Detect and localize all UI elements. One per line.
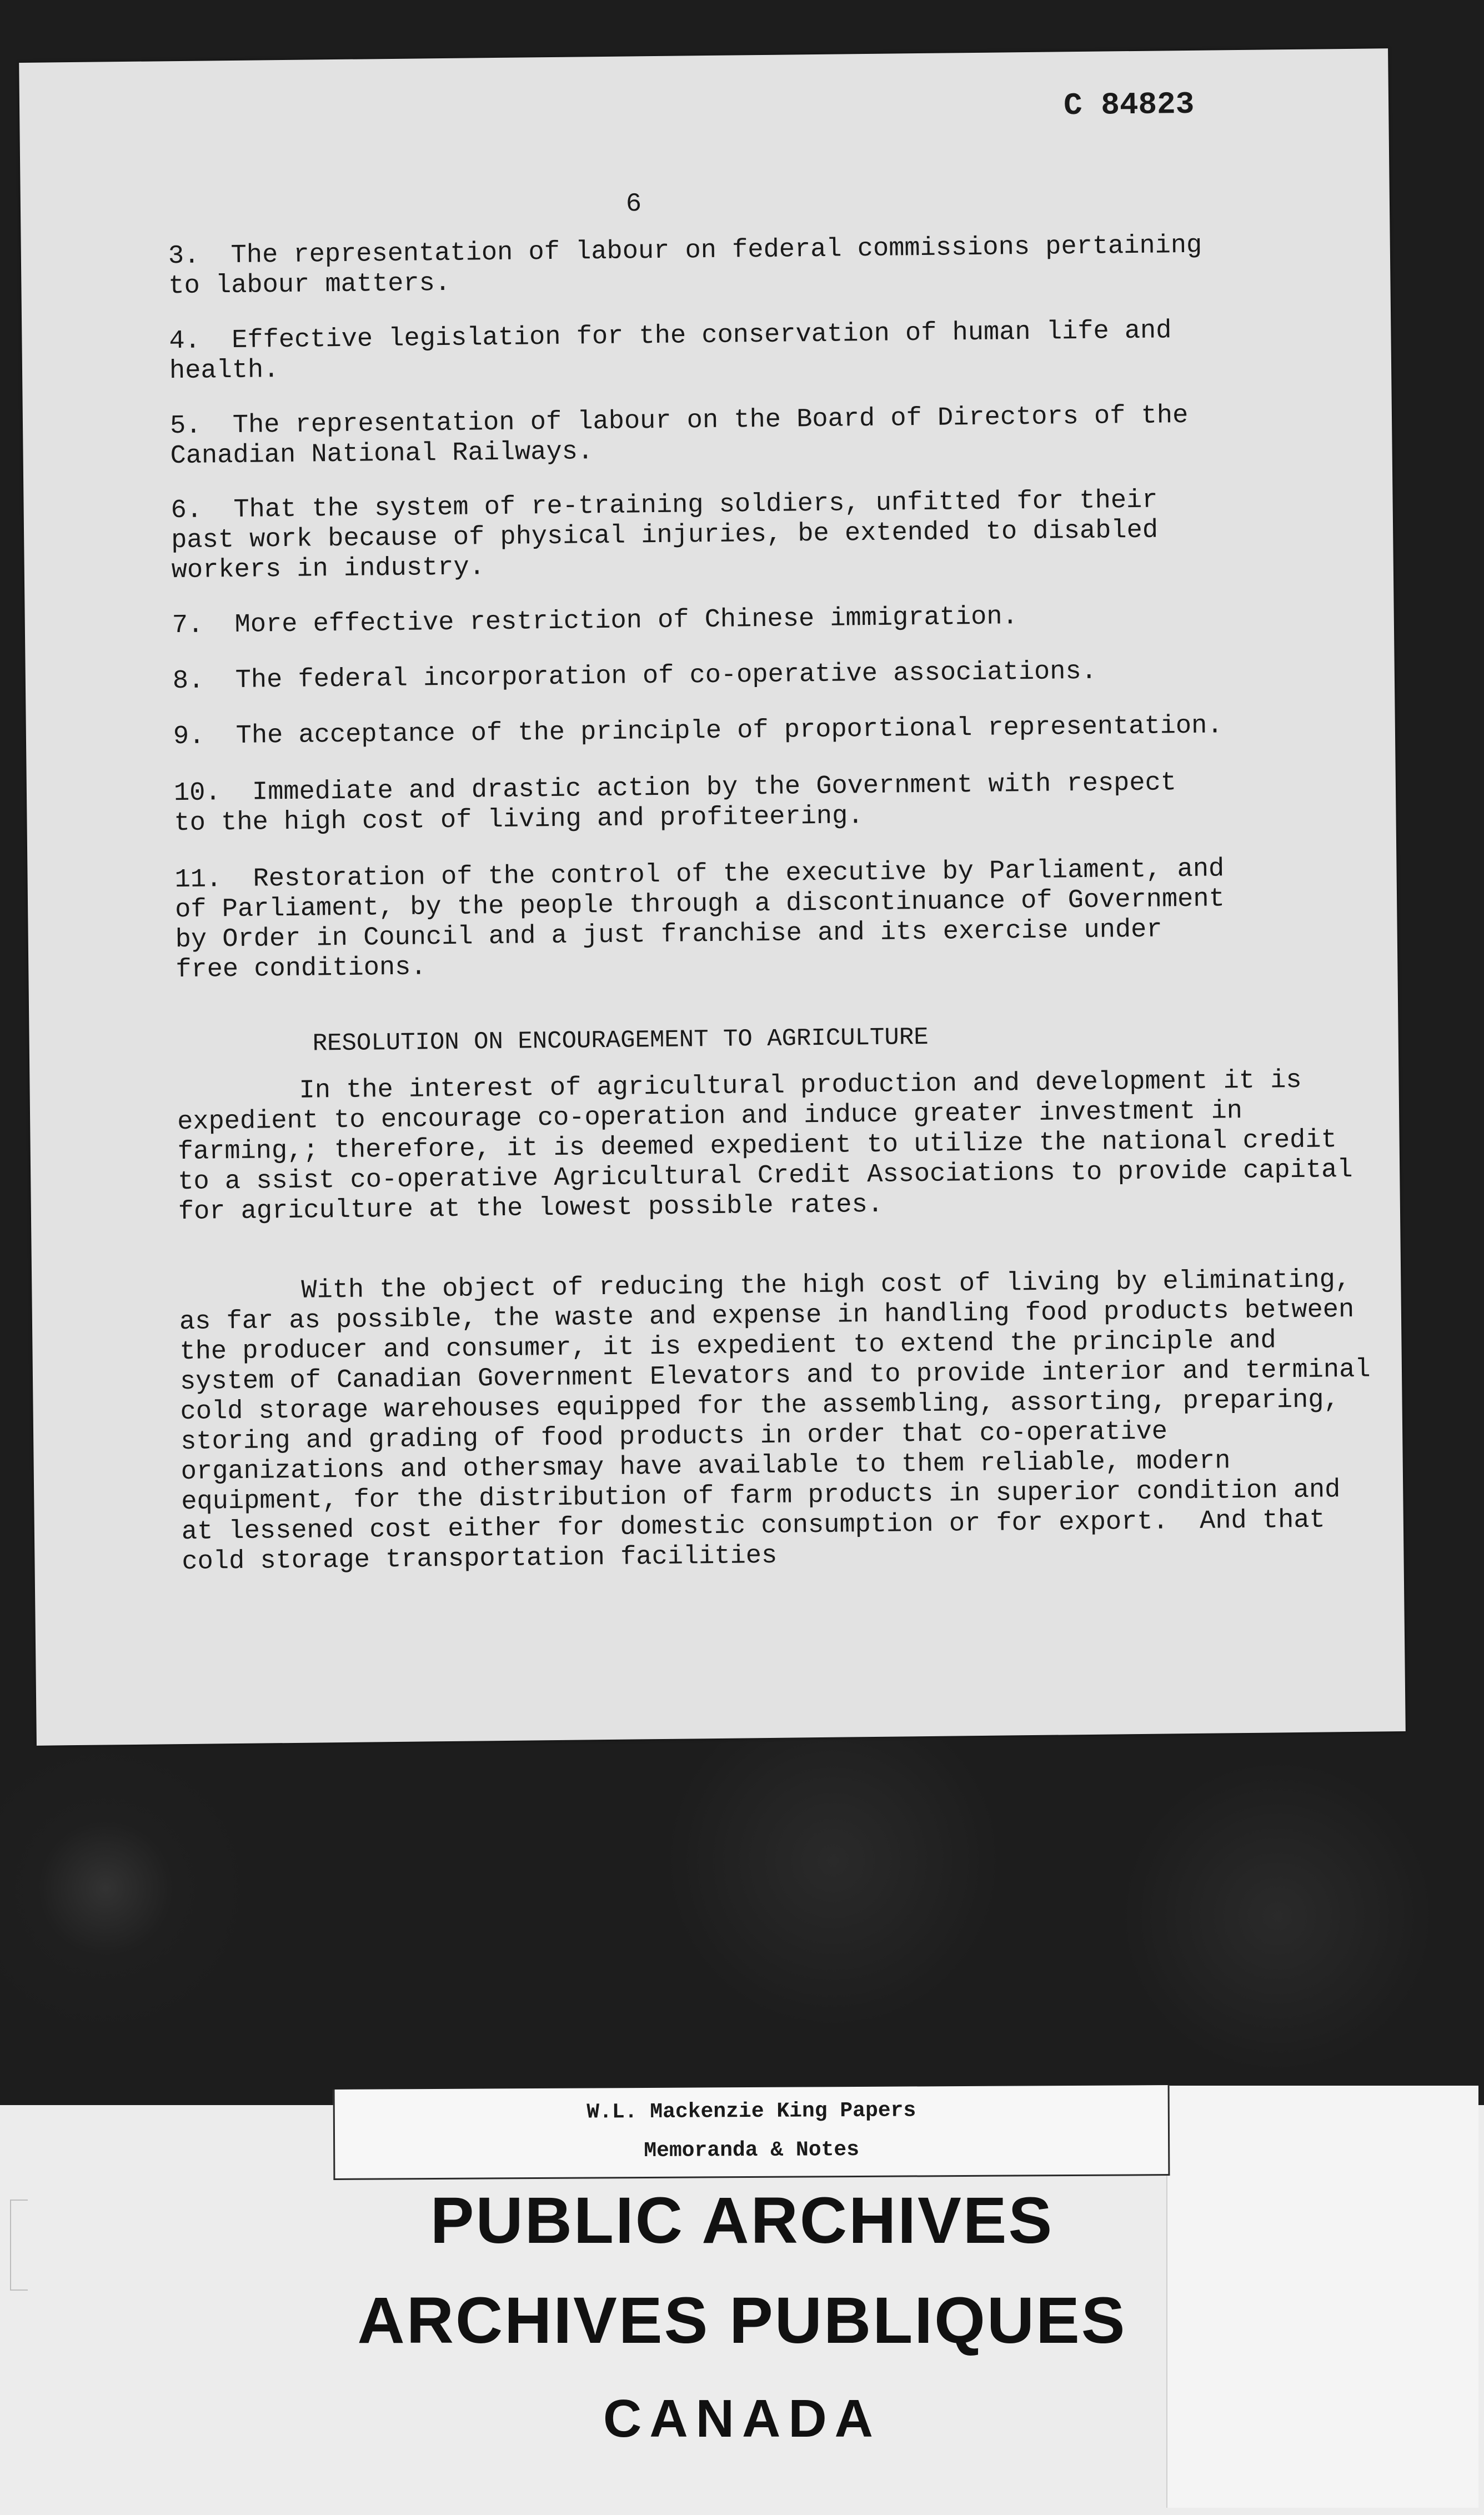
list-item-line: past work because of physical injuries, be extended to disabled xyxy=(171,515,1159,556)
archive-label-card xyxy=(333,2085,1170,2180)
list-item-line: free conditions. xyxy=(176,953,427,985)
reference-code: C 84823 xyxy=(1063,86,1195,124)
document-page xyxy=(19,48,1406,1746)
stamp-line-french: ARCHIVES PUBLIQUES xyxy=(357,2284,1127,2357)
paragraph-agricultural-credit: In the interest of agricultural production and development it is expedient to encourage co-operation and induce greater investment in farming,; therefore, it is deemed expedient to utilize the national credit to a ssist co-operative Agricultural Credit Associations to provide capital for agriculture at the lowest possible rates. xyxy=(177,1065,1369,1228)
list-item-line: by Order in Council and a just franchise and its exercise under xyxy=(175,915,1162,955)
list-item-line: 4. Effective legislation for the conservation of human life and xyxy=(169,316,1172,357)
collection-name: W.L. Mackenzie King Papers xyxy=(586,2098,916,2125)
list-item-line: health. xyxy=(169,355,279,387)
list-item-line: 3. The representation of labour on federal commissions pertaining xyxy=(168,231,1202,272)
list-item-line: 11. Restoration of the control of the executive by Parliament, and xyxy=(174,854,1225,895)
list-item-line: 7. More effective restriction of Chinese immigration. xyxy=(172,602,1019,641)
list-item-line: 9. The acceptance of the principle of proportional representation. xyxy=(173,711,1223,752)
stamp-line-english: PUBLIC ARCHIVES xyxy=(430,2184,1054,2257)
list-item-line: of Parliament, by the people through a discontinuance of Government xyxy=(174,884,1225,925)
list-item-line: 10. Immediate and drastic action by the Government with respect xyxy=(173,768,1177,809)
list-item-line: 5. The representation of labour on the Board of Directors of the xyxy=(169,400,1189,442)
stamp-line-country: CANADA xyxy=(603,2389,881,2448)
paragraph-cold-storage: With the object of reducing the high cost of living by eliminating, as far as possible, the waste and expense in handling food products between the producer and consumer, it is expedient to extend the principle and system of Canadian Government Elevators and to provide interior and terminal cold storage warehouses equipped for the assembling, assorting, preparing, storing and grading of food products in order that co-operative organizations and othersmay have available to them reliable, modern equipment, for the distribution of farm products in superior condition and at lessened cost either for domestic consumption or for export. And that cold storage transportation facilities xyxy=(179,1265,1387,1577)
list-item-line: 6. That the system of re-training soldiers, unfitted for their xyxy=(171,485,1158,526)
series-name: Memoranda & Notes xyxy=(644,2137,860,2163)
page-number: 6 xyxy=(625,189,642,219)
list-item-line: 8. The federal incorporation of co-operative associations. xyxy=(172,657,1097,697)
list-item-line: Canadian National Railways. xyxy=(170,437,594,472)
resolution-heading: RESOLUTION ON ENCOURAGEMENT TO AGRICULTURE xyxy=(312,1023,929,1058)
list-item-line: workers in industry. xyxy=(171,553,485,586)
list-item-line: to the high cost of living and profiteering. xyxy=(174,801,864,839)
list-item-line: to labour matters. xyxy=(168,268,451,302)
